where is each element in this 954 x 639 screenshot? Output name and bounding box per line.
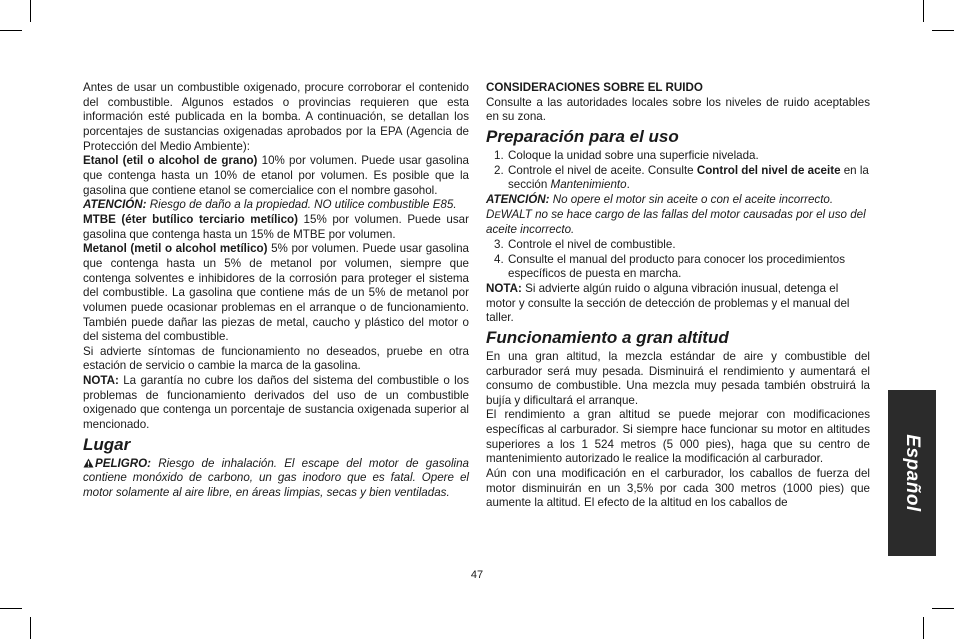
crop-mark	[932, 30, 954, 31]
steps-list-a	[486, 149, 870, 193]
ruido-paragraph: Consulte a las autoridades locales sobre los niveles de ruido aceptables en su zona.	[486, 95, 870, 124]
preparacion-heading: Preparación para el uso	[486, 126, 679, 146]
atencion-text: Riesgo de daño a la propiedad. NO utilice combustible E85.	[146, 198, 457, 212]
metanol-text: 5% por volumen. Puede usar gasolina que contenga hasta un 5% de metanol por volumen, siempre que contenga solventes e inhibidores de la corrosión para proteger el sistema del combustible. La gasolina que contiene más de un 5% de metanol por volumen puede ocasionar problemas en el arranque o de funcionamiento. También puede dañar las piezas de metal, caucho y plástico del motor o del sistema del combustible.	[83, 242, 469, 344]
mtbe-text: 15% por volumen. Puede usar gasolina que contenga hasta un 15% de MTBE por volumen.	[83, 212, 469, 241]
list-item	[486, 238, 870, 253]
crop-mark	[0, 608, 22, 609]
list-item	[486, 164, 870, 193]
atencion-paragraph	[486, 193, 870, 238]
step-bold-ref: Control del nivel de aceite	[696, 163, 841, 177]
peligro-paragraph	[83, 457, 469, 501]
step-number: 1.	[494, 148, 504, 162]
step-text: Consulte el manual del producto para conocer los procedimientos específicos de puesta en marcha.	[508, 252, 846, 281]
sintomas-paragraph: Si advierte síntomas de funcionamiento no deseados, pruebe en otra estación de servicio o cambie la marca de la gasolina.	[83, 344, 469, 373]
crop-mark	[932, 608, 954, 609]
step-text: Controle el nivel de aceite. Consulte	[508, 163, 697, 177]
list-item	[486, 149, 870, 164]
atencion-label: ATENCIÓN:	[83, 198, 147, 212]
crop-mark	[923, 0, 924, 22]
step-text: .	[626, 178, 630, 192]
mtbe-paragraph	[83, 213, 469, 242]
crop-mark	[30, 617, 31, 639]
atencion-label: ATENCIÓN:	[486, 192, 550, 206]
altitud-paragraph-1: En una gran altitud, la mezcla estándar de aire y combustible del carburador será muy pesada. Disminuirá el rendimiento y aumentará el consumo de combustible. Una mezcla muy pesada también obstruirá la bujía y dificultará el arranque.	[486, 349, 870, 407]
altitud-paragraph-2: El rendimiento a gran altitud se puede mejorar con modificaciones específicas al carburador. Si siempre hace funcionar su motor en altitudes superiores a los 1 524 metros (5 000 pies), haga que su centro de mantenimiento autorizado le realice la modificación al carburador.	[486, 408, 870, 466]
step-number: 2.	[494, 163, 504, 177]
atencion-text: WALT no se hace cargo de las fallas del motor causadas por el uso del aceite incorrecto.	[486, 207, 866, 237]
ruido-heading: CONSIDERACIONES SOBRE EL RUIDO	[486, 81, 703, 94]
crop-mark	[30, 0, 31, 22]
language-tab-label: Español	[902, 434, 923, 512]
crop-mark	[923, 617, 924, 639]
nota-text: La garantía no cubre los daños del sistema del combustible o los problemas de funcionamiento derivados del uso de un combustible oxigenado que contenga un porcentaje de sustancia oxigenada superior al mencionado.	[83, 374, 469, 432]
nota-paragraph	[83, 374, 469, 433]
brand-small-cap: E	[494, 209, 501, 221]
mtbe-label: MTBE (éter butílico terciario metílico)	[83, 212, 298, 226]
metanol-label: Metanol (metil o alcohol metílico)	[83, 242, 268, 256]
warning-triangle-icon	[83, 458, 94, 468]
peligro-text: Riesgo de inhalación. El escape del motor de gasolina contiene monóxido de carbono, un gas inodoro que es fatal. Opere el motor solamente al aire libre, en áreas limpias, secas y bien ventiladas.	[83, 456, 469, 500]
etanol-label: Etanol (etil o alcohol de grano)	[83, 154, 258, 168]
step-italic-ref: Mantenimiento	[550, 178, 627, 192]
intro-paragraph: Antes de usar un combustible oxigenado, procure corroborar el contenido del combustible. Algunos estados o provincias requieren que esta información esté publicada en la bomba. A continuación, se detallan los porcentajes de sustancias oxigenadas aprobados por la EPA (Agencia de Protección del Medio Ambiente):	[83, 81, 469, 153]
atencion-text: No opere el motor sin aceite o con el aceite incorrecto. D	[486, 192, 834, 221]
step-text: en la sección	[508, 163, 869, 192]
peligro-label: PELIGRO:	[95, 456, 152, 470]
etanol-paragraph	[83, 154, 469, 198]
language-side-tab	[888, 390, 936, 556]
step-number: 3.	[494, 237, 504, 251]
altitud-paragraph-3: Aún con una modificación en el carburador, los caballos de fuerza del motor disminuirán en un 3,5% por cada 300 metros (1000 pies) que aumente la altitud. El efecto de la altitud en los caballos de	[486, 467, 870, 510]
nota-text: Si advierte algún ruido o alguna vibración inusual, detenga el motor y consulte la sección de detección de problemas y el manual del taller.	[486, 281, 850, 325]
step-text: Controle el nivel de combustible.	[508, 237, 676, 251]
metanol-paragraph	[83, 242, 469, 345]
atencion-paragraph	[83, 198, 469, 213]
crop-mark	[0, 30, 22, 31]
right-column	[486, 81, 870, 511]
nota-label: NOTA:	[83, 374, 119, 388]
lugar-heading: Lugar	[83, 434, 131, 454]
step-text: Coloque la unidad sobre una superficie nivelada.	[508, 148, 759, 162]
list-item	[486, 253, 870, 282]
page-number: 47	[470, 569, 484, 581]
etanol-text: 10% por volumen. Puede usar gasolina que contenga hasta un 10% de etanol por volumen. Es posible que la gasolina que contiene etanol se comercialice con el nombre gasohol.	[83, 154, 469, 197]
altitud-heading: Funcionamiento a gran altitud	[486, 327, 729, 347]
nota-label: NOTA:	[486, 281, 522, 295]
step-number: 4.	[494, 252, 504, 266]
steps-list-b	[486, 238, 870, 282]
nota-paragraph	[486, 282, 870, 326]
left-column	[83, 81, 469, 501]
